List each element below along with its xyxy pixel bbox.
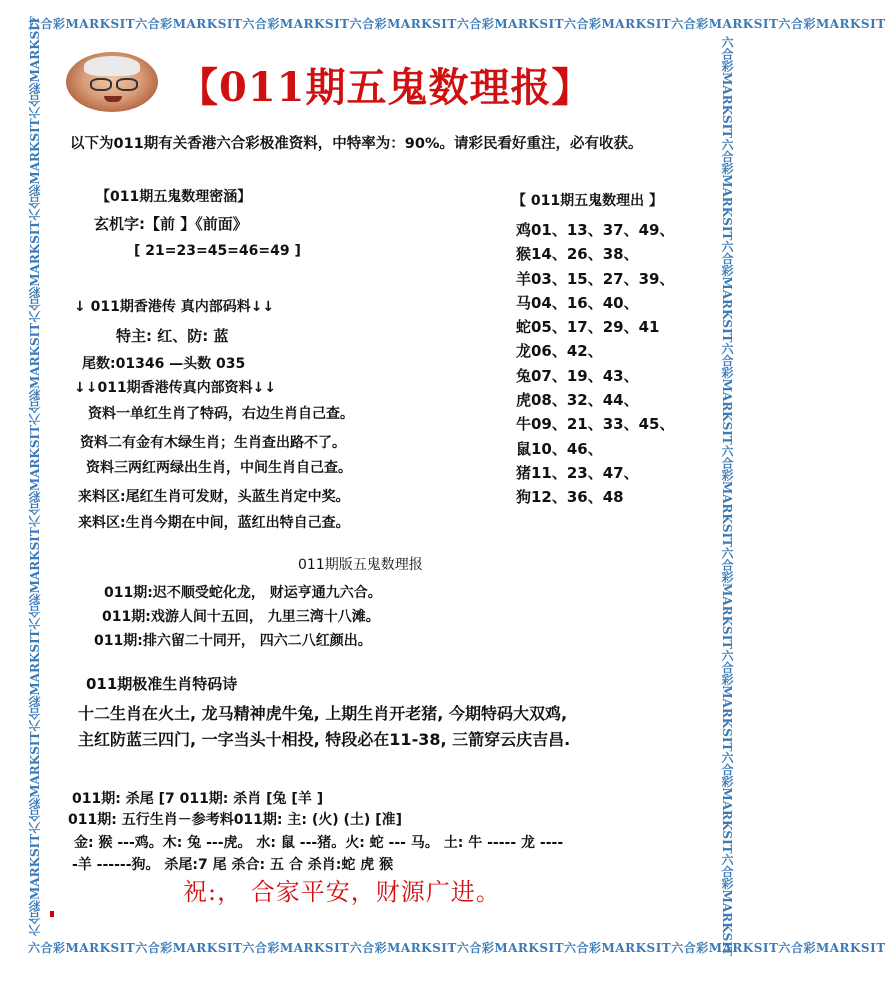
zodiac-row: 猴14、26、38、	[516, 245, 639, 264]
zodiac-number-list	[516, 218, 675, 510]
zodiac-row: 鼠10、46、	[516, 439, 603, 458]
zodiac-row: 兔07、19、43、	[516, 366, 639, 385]
zodiac-row: 羊03、15、27、39、	[516, 269, 675, 288]
hk-data-line: 资料一单红生肖了特码，右边生肖自己查。	[88, 406, 354, 422]
hk-data-line: 资料三两红两绿出生肖，中间生肖自己查。	[86, 460, 352, 476]
corner-mark	[50, 911, 54, 917]
decorative-border-bottom: 六合彩MARKSIT六合彩MARKSIT六合彩MARKSIT六合彩MARKSIT六合彩MARKSIT六合彩MARKSIT六合彩MARKSIT六合彩MARKSIT	[28, 941, 886, 955]
zodiac-row: 蛇05、17、29、41	[516, 318, 660, 337]
page-title: 【011期五鬼数理报】	[178, 64, 593, 111]
edition-line: 011期:迟不顺受蛇化龙， 财运亨通九六合。	[104, 585, 382, 601]
zodiac-row: 猪11、23、47、	[516, 463, 639, 482]
hk-data-heading: ↓↓011期香港传真内部资料↓↓	[74, 380, 277, 396]
edition-heading: 011期版五鬼数理报	[298, 557, 423, 573]
intro-text: 以下为011期有关香港六合彩极准资料，中特率为：90%。请彩民看好重注，必有收获。	[70, 136, 643, 152]
hk-data-line: 来料区:尾红生肖可发财，头蓝生肖定中奖。	[78, 489, 350, 505]
zodiac-row: 牛09、21、33、45、	[516, 415, 675, 434]
zodiac-heading: 【 011期五鬼数理出 】	[512, 193, 663, 209]
decorative-border-top: 六合彩MARKSIT六合彩MARKSIT六合彩MARKSIT六合彩MARKSIT六合彩MARKSIT六合彩MARKSIT六合彩MARKSIT六合彩MARKSIT	[28, 17, 886, 31]
hk-data-line: 来料区:生肖今期在中间，蓝红出特自己查。	[78, 515, 350, 531]
footer-kill-line: 011期: 杀尾 [7 011期: 杀肖 [兔 [羊 ]	[72, 791, 324, 807]
edition-line: 011期:戏游人间十五回， 九里三湾十八滩。	[102, 609, 380, 625]
hk-data-line: 资料二有金有木绿生肖；生肖查出路不了。	[80, 435, 346, 451]
edition-line: 011期:排六留二十同开， 四六二八红颜出。	[94, 633, 372, 649]
number-equation: [ 21=23=45=46=49 ]	[134, 243, 301, 259]
zodiac-row: 狗12、36、48	[516, 488, 624, 507]
portrait-avatar	[66, 52, 158, 112]
poem-line: 十二生肖在火土, 龙马精神虎牛兔, 上期生肖开老猪, 今期特码大双鸡,	[78, 704, 568, 723]
tail-head-numbers: 尾数:01346 —头数 035	[82, 356, 246, 372]
zodiac-row: 龙06、42、	[516, 342, 603, 361]
zodiac-row: 马04、16、40、	[516, 293, 639, 312]
decorative-border-right: 六合彩MARKSIT六合彩MARKSIT六合彩MARKSIT六合彩MARKSIT六合彩MARKSIT六合彩MARKSIT六合彩MARKSIT六合彩MARKSIT六合彩MARKSIT	[720, 36, 734, 956]
poem-line: 主红防蓝三四门, 一字当头十相投, 特段必在11-38, 三箭穿云庆吉昌.	[78, 730, 571, 749]
secret-heading: 【011期五鬼数理密涵】	[96, 189, 252, 205]
zodiac-row: 鸡01、13、37、49、	[516, 221, 675, 239]
special-color: 特主: 红、防: 蓝	[116, 327, 229, 345]
footer-element-map: 金: 猴 ---鸡。木: 兔 ---虎。 水: 鼠 ---猪。火: 蛇 --- 马。 土: 牛 ----- 龙 ----	[74, 835, 564, 851]
poem-heading: 011期极准生肖特码诗	[86, 675, 238, 693]
decorative-border-left: 六合彩MARKSIT六合彩MARKSIT六合彩MARKSIT六合彩MARKSIT六合彩MARKSIT六合彩MARKSIT六合彩MARKSIT六合彩MARKSIT六合彩MARKSIT	[28, 16, 42, 936]
footer-kill-summary: -羊 ------狗。 杀尾:7 尾 杀合: 五 合 杀肖:蛇 虎 猴	[72, 857, 394, 873]
zodiac-row: 虎08、32、44、	[516, 391, 639, 410]
xuanji-clue: 玄机字:【前 】《前面》	[94, 215, 248, 233]
hk-inner-heading: ↓ 011期香港传 真内部码料↓↓	[74, 299, 275, 315]
blessing-text: 祝:， 合家平安，财源广进。	[183, 878, 501, 906]
footer-element-line: 011期: 五行生肖－参考料011期: 主: (火) (土) [准]	[68, 812, 403, 828]
